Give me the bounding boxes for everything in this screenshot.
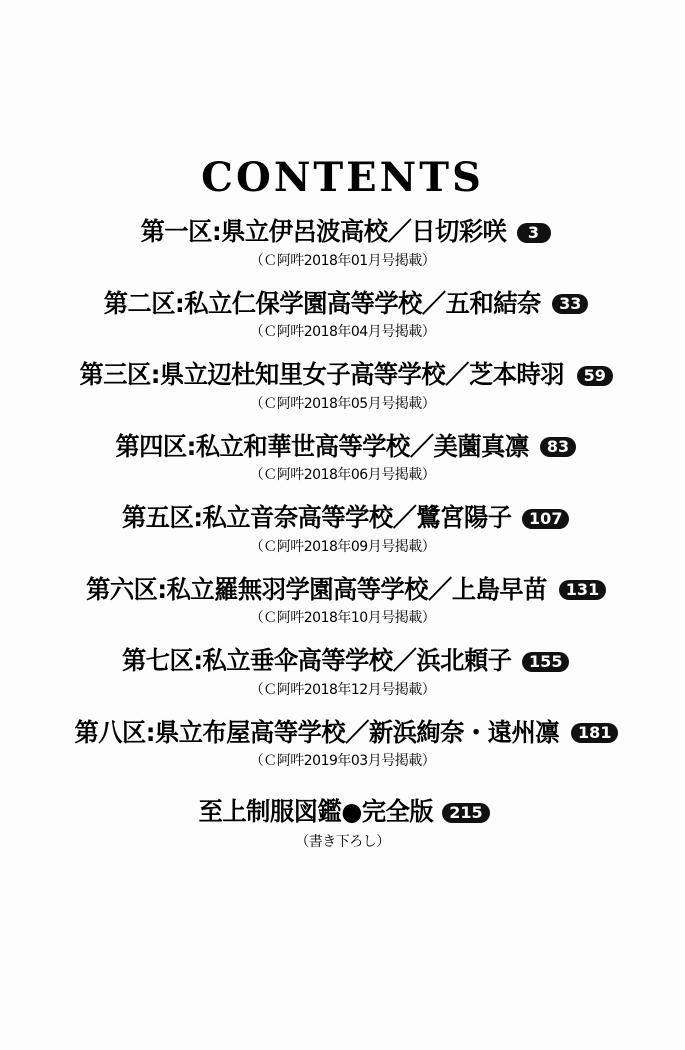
toc-entry-line <box>0 719 685 747</box>
toc-entry <box>0 361 685 413</box>
page-title: CONTENTS <box>201 154 484 201</box>
toc-entry <box>0 647 685 699</box>
toc-entry-title: 第七区:私立垂伞高等学校／浜北頼子 <box>121 646 512 675</box>
toc-entry-page: 215 <box>442 803 489 823</box>
toc-entry <box>0 504 685 556</box>
toc-entry-note: （書き下ろし） <box>295 833 390 850</box>
toc-entry-line <box>0 290 685 318</box>
toc-entry-line <box>0 647 685 675</box>
toc-entry-title: 第三区:県立辺杜知里女子高等学校／芝本時羽 <box>79 360 565 389</box>
toc-entry-title: 第二区:私立仁保学園高等学校／五和結奈 <box>103 288 541 318</box>
toc-entry-note: （Ｃ阿吽2018年06月号掲載） <box>249 467 436 483</box>
toc-entry-title: 第六区:私立羅無羽学園高等学校／上島早苗 <box>85 574 547 604</box>
toc-entry-title: 至上制服図鑑●完全版 <box>199 797 434 826</box>
toc-entry-title: 第五区:私立音奈高等学校／鷺宮陽子 <box>121 503 512 532</box>
toc-entry-note: （Ｃ阿吽2019年03月号掲載） <box>249 753 436 769</box>
toc-entry-line <box>0 798 685 826</box>
toc-entry-note: （Ｃ阿吽2018年09月号掲載） <box>249 538 436 555</box>
toc-entry-page: 155 <box>522 652 569 672</box>
toc-entry-title: 第一区:県立伊呂波高校／日切彩咲 <box>140 217 506 246</box>
toc-entry-line <box>0 576 685 604</box>
toc-entry <box>0 433 685 485</box>
toc-entry-note: （Ｃ阿吽2018年01月号掲載） <box>249 252 436 269</box>
toc-entry-line <box>0 504 685 532</box>
toc-entry-page: 181 <box>571 723 618 743</box>
toc-entry-line <box>0 433 685 461</box>
toc-entry-page: 83 <box>540 437 576 457</box>
toc-entry-page: 3 <box>517 223 551 243</box>
toc-entry <box>0 290 685 342</box>
toc-entry <box>0 719 685 771</box>
toc-entry-page: 59 <box>577 366 613 386</box>
toc-entry-line <box>0 361 685 389</box>
table-of-contents <box>0 218 685 851</box>
toc-entry <box>0 798 685 851</box>
toc-entry-note: （Ｃ阿吽2018年04月号掲載） <box>249 324 436 340</box>
toc-entry-title: 第八区:県立布屋高等学校／新浜絢奈・遠州凛 <box>74 717 559 747</box>
toc-entry-page: 33 <box>552 294 588 314</box>
toc-entry-page: 131 <box>559 580 606 600</box>
toc-entry-page: 107 <box>522 509 569 529</box>
toc-entry <box>0 218 685 270</box>
toc-entry-line <box>0 218 685 246</box>
toc-entry-title: 第四区:私立和華世高等学校／美薗真凛 <box>115 431 529 461</box>
toc-entry-note: （Ｃ阿吽2018年12月号掲載） <box>249 681 436 698</box>
toc-entry-note: （Ｃ阿吽2018年05月号掲載） <box>249 395 436 412</box>
toc-entry <box>0 576 685 628</box>
toc-entry-note: （Ｃ阿吽2018年10月号掲載） <box>249 610 436 626</box>
